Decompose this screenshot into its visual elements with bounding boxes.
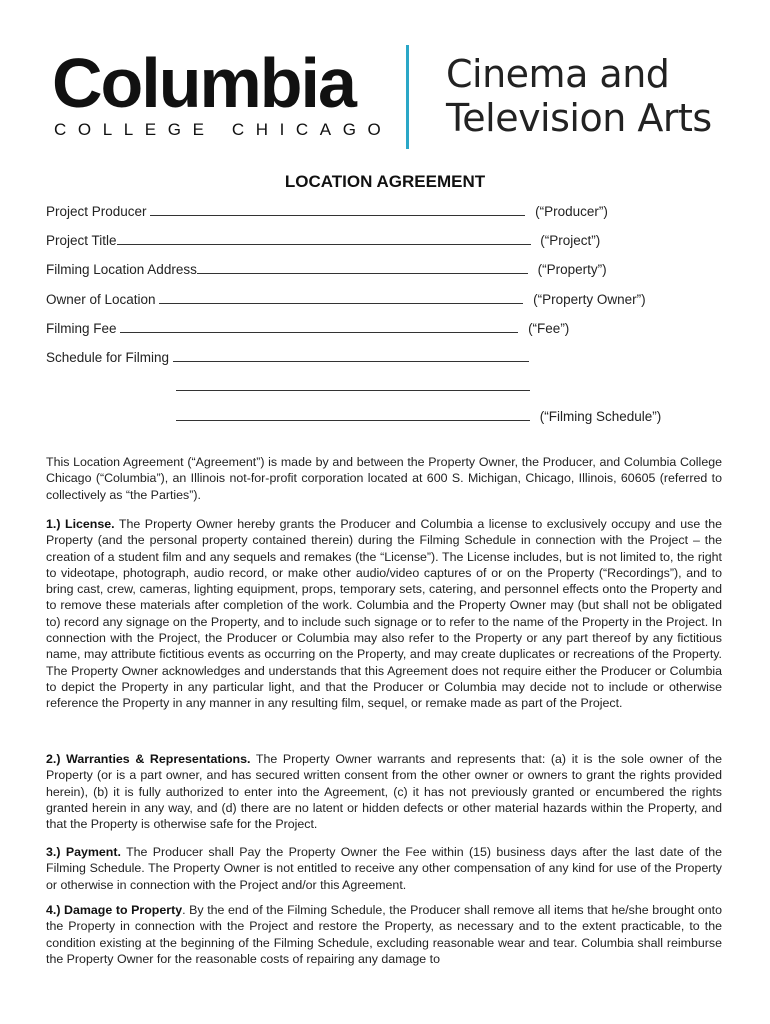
license-heading: 1.) License. (46, 517, 115, 531)
producer-blank[interactable] (150, 203, 525, 216)
department-line-2: Television Arts (446, 96, 712, 140)
schedule-blank-1[interactable] (173, 349, 529, 362)
owner-suffix: (“Property Owner”) (533, 292, 646, 307)
schedule-line-2 (176, 378, 530, 394)
schedule-blank-3[interactable] (176, 408, 530, 421)
payment-heading: 3.) Payment. (46, 845, 121, 859)
payment-section (46, 844, 722, 893)
fee-field (46, 320, 569, 336)
property-label: Filming Location Address (46, 262, 197, 277)
owner-label: Owner of Location (46, 292, 156, 307)
schedule-label: Schedule for Filming (46, 350, 170, 365)
damage-section (46, 902, 722, 967)
schedule-field (46, 349, 529, 365)
producer-field (46, 203, 608, 219)
license-section (46, 516, 722, 712)
project-field (46, 232, 600, 248)
damage-body: . By the end of the Filming Schedule, the Producer shall remove all items that he/she brought onto the Property in connection with the Project and restore the Property, as necessary and to the extent practicable, to the condition existing at the beginning of the Filming Schedule, excluding reasonable wear and tear. Columbia shall reimburse the Property Owner for the reasonable costs of repairing any damage to (46, 903, 723, 966)
project-title-blank[interactable] (117, 232, 531, 245)
fee-blank[interactable] (120, 320, 518, 333)
producer-suffix: (“Producer”) (535, 204, 608, 219)
logo-divider (406, 45, 409, 149)
project-suffix: (“Project”) (540, 233, 601, 248)
property-blank[interactable] (197, 261, 528, 274)
schedule-suffix: (“Filming Schedule”) (539, 409, 662, 424)
project-title-label: Project Title (46, 233, 117, 248)
fee-suffix: (“Fee”) (528, 321, 570, 336)
schedule-blank-2[interactable] (176, 378, 530, 391)
warranties-section (46, 751, 722, 832)
schedule-line-3 (176, 408, 661, 424)
warranties-body: The Property Owner warrants and represents that: (a) it is the sole owner of the Property (or is a part owner, and has secured written consent from the other owner or owners to grant the rights provided herein), (b) it is fully authorized to enter into the Agreement, (c) it has not previously granted or encumbered the rights granted herein in any way, and (d) there are no latent or hidden defects or other material hazards within the Property, and that the Property is otherwise safe for the Project. (46, 752, 722, 832)
letterhead (0, 0, 770, 160)
property-field (46, 261, 607, 277)
owner-field (46, 291, 646, 307)
department-name (446, 52, 712, 140)
college-chicago-subtitle: COLLEGE CHICAGO (54, 120, 393, 139)
document-title: LOCATION AGREEMENT (284, 172, 486, 191)
property-suffix: (“Property”) (537, 262, 607, 277)
owner-blank[interactable] (159, 291, 523, 304)
payment-body: The Producer shall Pay the Property Owner the Fee within (15) business days after the last date of the Filming Schedule. The Property Owner is not entitled to receive any other compensation of any kind for use of the Property or otherwise in connection with the Project and/or this Agreement. (46, 845, 722, 892)
intro-paragraph: This Location Agreement (“Agreement”) is made by and between the Property Owner, the Producer, and Columbia College Chicago (“Columbia”), an Illinois not-for-profit corporation located at 600 S. Michigan, Chicago, Illinois, 60605 (referred to collectively as “the Parties”). (46, 455, 722, 502)
columbia-logo-wordmark: Columbia (52, 44, 355, 122)
warranties-heading: 2.) Warranties & Representations. (46, 752, 251, 766)
license-body: The Property Owner hereby grants the Producer and Columbia a license to exclusively occupy and use the Property (and the personal property contained therein) during the Filming Schedule in connection with the Project – the creation of a student film and any sequels and remakes (the “License”). The License includes, but is not limited to, the right to videotape, photograph, audio record, or make other audio/video captures of or on the Property (“Recordings”), and to bring cast, crew, cameras, lighting equipment, props, temporary sets, catering, and personnel effects onto the Property and to remove these materials after completion of the work. Columbia and the Property Owner may (but shall not be obligated to) record any signage on the Property, and to include such signage or to refer to the name of the Property in the Project. In connection with the Project, the Producer or Columbia may also refer to the Property or any part thereof by any fictitious name, may attribute fictitious events as occurring on the Property, and may create duplicates or recreations of the Property. The Property Owner acknowledges and understands that this Agreement does not require either the Producer or Columbia to depict the Property in any particular light, and that the Producer or Columbia may decide not to include or otherwise reference the Property in any manner in any resulting film, sequel, or remake made as part of the Project. (46, 517, 722, 711)
fee-label: Filming Fee (46, 321, 117, 336)
producer-label: Project Producer (46, 204, 147, 219)
damage-heading: 4.) Damage to Property (46, 903, 183, 917)
department-line-1: Cinema and (446, 52, 670, 96)
